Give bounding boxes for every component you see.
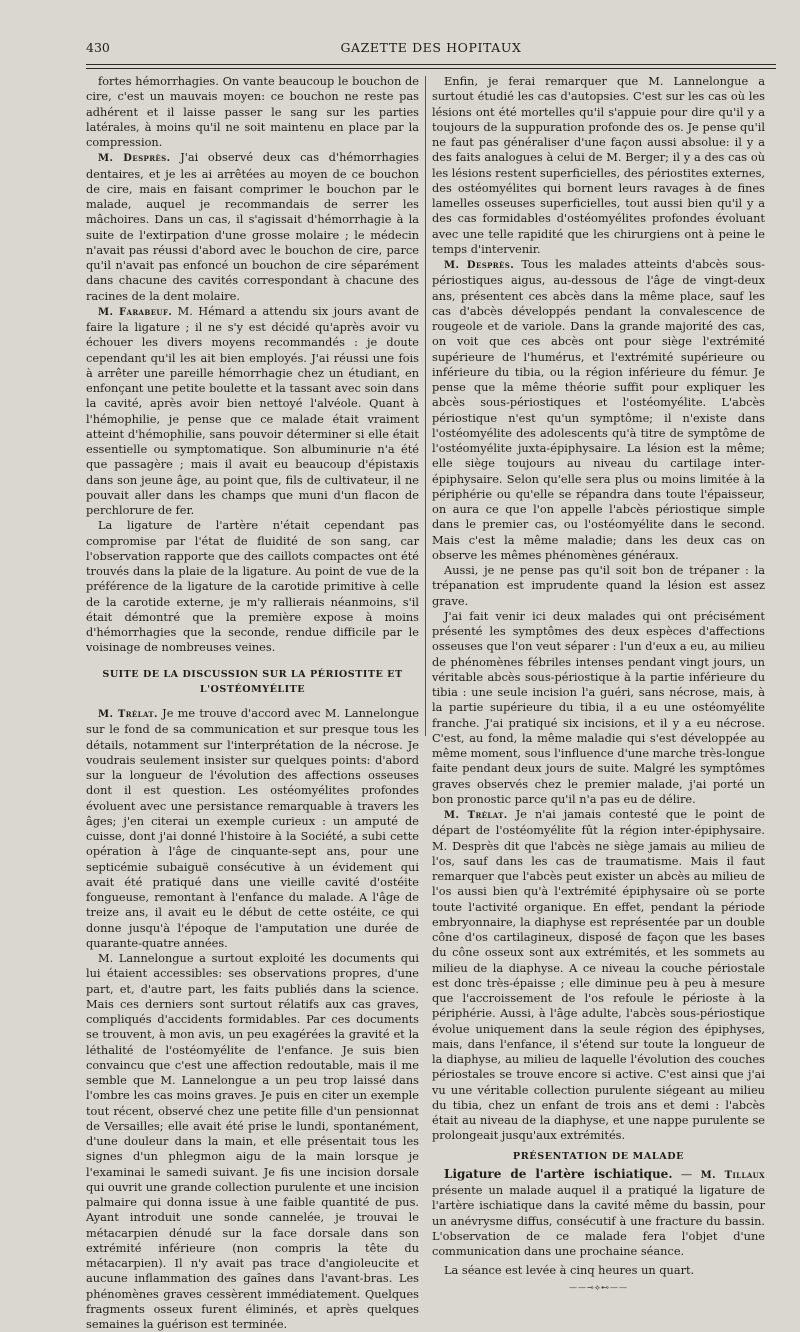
paragraph-text: Je n'ai jamais contesté que le point de départ de l'ostéomyélite fût la région inter-épiphysaire. M. Desprès dit que l'abcès ne siège jamais au milieu de l'os, sauf dans les cas de traumatisme. Mais il faut remarquer que l'abcès peut exister un abcès au milieu de l'os aussi bien qu'à l'extrémité épiphysaire où se porte toute l'activité organique. En effet, pendant la période embryonnaire, la diaphyse est représentée par un double cône d'os cartilagineux, disposé de façon que les bases du cône osseux sont aux extrémités, et les sommets au milieu de la diaphyse. A ce niveau la couche périostale est donc très-épaisse ; elle diminue peu à peu à mesure que l'accroissement de l'os refoule le périoste à la périphérie. Aussi, à l'âge adulte, l'abcès sous-périostique évolue uniquement dans la seule région des épiphyses, mais, dans l'enfance, il s'étend sur toute la longueur de la diaphyse, au milieu de laquelle l'évolution des couches périostales se trouve encore si active. C'est ainsi que j'ai vu une véritable collection purulente siégeant au milieu du tibia, chez un enfant de trois ans et demi : l'abcès était au niveau de la diaphyse, et une nappe purulente se prolongeait jusqu'aux extrémités. bbox=[432, 807, 765, 1143]
speaker-name: M. Desprès. bbox=[444, 260, 515, 271]
paragraph bbox=[86, 518, 419, 655]
paragraph-text: présente un malade auquel il a pratiqué la ligature de l'artère ischiatique dans la cavité même du bassin, pour un anévrysme diffus, consécutif à une fracture du bassin. L'observation de ce malade fera l'objet d'une communication dans une prochaine séance. bbox=[432, 1183, 765, 1258]
paragraph-text: Je me trouve d'accord avec M. Lannelongue sur le fond de sa communication et sur presque tous les détails, notamment sur l'interprétation de la nécrose. Je voudrais seulement insister sur quelques points: d'abord sur la longueur de l'évolution des affections osseuses dont il est question. Les ostéomyélites profondes évoluent avec une persistance remarquable à travers les âges; j'en citerai un exemple curieux : un amputé de cuisse, dont j'ai donné l'histoire à la Société, a subi cette opération à l'âge de cinquante-sept ans, pour une septicémie subaiguë consécutive à un évidement qui avait été pratiqué dans une vieille cavité d'ostéite fongueuse, remontant à l'enfance du malade. A l'âge de treize ans, il avait eu le début de cette ostéite, ce qui donne jusqu'à l'époque de l'amputation une durée de quarante-quatre années. bbox=[86, 706, 419, 950]
paragraph-text: La ligature de l'artère n'était cependant pas compromise par l'état de fluidité de son sang, car l'observation rapporte que des caillots compactes ont été trouvés dans la plaie de la ligature. Au point de vue de la préférence de la ligature de la carotide primitive à celle de la carotide externe, je m'y rallierais néanmoins, s'il était démontré que la première expose à moins d'hémorrhagies que la seconde, rendue difficile par le voisinage de nombreuses veines. bbox=[86, 518, 419, 655]
paragraph bbox=[432, 609, 765, 807]
paragraph-text: Aussi, je ne pense pas qu'il soit bon de trépaner : la trépanation est imprudente quand la lésion est assez grave. bbox=[432, 563, 765, 608]
paragraph bbox=[432, 807, 765, 1144]
section-heading: SUITE DE LA DISCUSSION SUR LA PÉRIOSTITE ET L'OSTÉOMYÉLITE bbox=[102, 668, 403, 695]
paragraph bbox=[432, 74, 765, 257]
paragraph-text: Tous les malades atteints d'abcès sous-périostiques aigus, au-dessous de l'âge de vingt-deux ans, présentent ces abcès dans la même place, sauf les cas d'abcès développés pendant la convalescence de rougeole et de variole. Dans la grande majorité des cas, on voit que ces abcès ont pour siège l'extrémité supérieure de l'humérus, et l'extrémité supérieure ou inférieure du tibia, ou la région inférieure du fémur. Je pense que la même théorie suffit pour expliquer les abcès sous-périostiques et l'ostéomyélite. L'abcès périostique n'est qu'un symptôme; il n'existe dans l'ostéomyélite des adolescents qu'à titre de symptôme de l'ostéomyélite juxta-épiphysaire. La lésion est la même; elle siège toujours au niveau du cartilage inter-épiphysaire. Selon qu'elle sera plus ou moins limitée à la périphérie ou qu'elle se répandra dans toute l'épaisseur, on aura ce que l'on appelle l'abcès périostique simple dans le premier cas, ou l'ostéomyélite dans le second. Mais c'est la même maladie; dans les deux cas on observe les mêmes phénomènes généraux. bbox=[432, 257, 765, 562]
run-in-title: Ligature de l'artère ischiatique. bbox=[444, 1166, 673, 1181]
paragraph-text: La séance est levée à cinq heures un quart. bbox=[444, 1263, 695, 1278]
left-column bbox=[86, 74, 419, 1332]
speaker-name: M. Trélat. bbox=[98, 709, 158, 720]
paragraph bbox=[86, 150, 419, 304]
speaker-name: M. Desprès. bbox=[98, 153, 171, 165]
paragraph bbox=[86, 304, 419, 519]
page-header bbox=[86, 40, 776, 62]
paragraph-text: M. Hémard a attendu six jours avant de faire la ligature ; il ne s'y est décidé qu'après avoir vu échouer les divers moyens recommandés : je doute cependant qu'il les ait bien employés. J'ai réussi une fois à arrêter une pareille hémorrhagie chez un étudiant, en enfonçant une petite boulette et la tassant avec soin dans la cavité, après avoir bien nettoyé l'alvéole. Quant à l'hémophilie, je pense que ce malade était vraiment atteint d'hémophilie, sans pouvoir déterminer si elle était essentielle ou symptomatique. Son albuminurie n'a été que passagère ; mais il avait eu beaucoup d'épistaxis dans son jeune âge, au point que, fils de cultivateur, il ne pouvait aller dans les champs que muni d'un flacon de perchlorure de fer. bbox=[86, 303, 420, 517]
subsection-heading: PRÉSENTATION DE MALADE bbox=[512, 1150, 685, 1162]
speaker-name: M. Trélat. bbox=[444, 810, 508, 821]
paragraph bbox=[432, 563, 765, 609]
end-ornament: ——⊸⟡⊷—— bbox=[569, 1282, 628, 1292]
journal-title: GAZETTE DES HOPITAUX bbox=[340, 40, 522, 55]
paragraph bbox=[432, 1263, 765, 1278]
right-column bbox=[432, 74, 765, 1292]
header-rule bbox=[86, 64, 776, 69]
paragraph: Ligature de l'artère ischiatique. — M. Tillaux présente un malade auquel il a pratiqué la ligature de l'artère ischiatique dans la cavité même du bassin, pour un anévrysme diffus, consécutif à une fracture du bassin. L'observation de ce malade fera l'objet d'une communication dans une prochaine séance. bbox=[432, 1166, 765, 1258]
speaker-name: M. Tillaux bbox=[700, 1169, 765, 1181]
paragraph-text: M. Lannelongue a surtout exploité les documents qui lui étaient accessibles: ses observations propres, d'une part, et, d'autre part, les faits publiés dans la science. Mais ces derniers sont surtout rélatifs aux cas graves, compliqués d'accidents formidables. Par ces documents se trouvent, à mon avis, un peu exagérées la gravité et la léthalité de l'ostéomyélite de l'enfance. Je suis bien convaincu que c'est une affection redoutable, mais il me semble que M. Lannelongue a un peu trop laissé dans l'ombre les cas moins graves. Je puis en citer un exemple tout récent, observé chez une petite fille d'un pensionnat de Versailles; elle avait été prise le lundi, spontanément, d'une douleur dans la main, et elle présentait tous les signes d'un phlegmon aigu de la main lorsque je l'examinai le samedi suivant. Je fis une incision dorsale qui ouvrit une grande collection purulente et une incision palmaire qui donna issue à une faible quantité de pus. Ayant introduit une sonde cannelée, je trouvai le métacarpien dénudé sur la face dorsale dans son extrémité inférieure (non compris la tête du métacarpien). Il n'y avait pas trace d'angioleucite et aucune inflammation des gaînes dans l'avant-bras. Les phénomènes graves cessèrent immédiatement. Quelques fragments osseux furent éliminés, et après quelques semaines la guérison est terminée. bbox=[86, 951, 419, 1331]
paragraph bbox=[86, 951, 419, 1332]
column-divider bbox=[425, 76, 426, 736]
paragraph bbox=[86, 706, 419, 951]
paragraph-text: J'ai observé deux cas d'hémorrhagies dentaires, et je les ai arrêtées au moyen de ce bouchon de cire, mais en faisant comprimer le bouchon par le malade, auquel je recommandais de serrer les mâchoires. Dans un cas, il s'agissait d'hémorrhagie à la suite de l'extirpation d'une grosse molaire ; le médecin n'avait pas réussi d'abord avec le bouchon de cire, parce qu'il n'avait pas enfoncé un bouchon de cire séparément dans chacune des cavités correspondant à chacune des racines de la dent molaire. bbox=[86, 150, 420, 303]
paragraph bbox=[432, 257, 765, 563]
paragraph bbox=[86, 74, 419, 150]
page-number: 430 bbox=[86, 40, 110, 55]
paragraph-text: Enfin, je ferai remarquer que M. Lannelongue a surtout étudié les cas d'autopsies. C'est sur les cas où les lésions ont été mortelles qu'il s'appuie pour dire qu'il y a toujours de la suppuration profonde des os. Je pense qu'il ne faut pas généraliser d'une façon aussi absolue: il y a des faits analogues à celui de M. Berger; il y a des cas où les lésions restent superficielles, des périostites externes, des ostéomyélites qui bornent leurs ravages à de fines lamelles osseuses superficielles, tout aussi bien qu'il y a des cas formidables d'ostéomyélites profondes évoluant avec une telle rapidité que les chirurgiens ont à peine le temps d'intervenir. bbox=[432, 74, 765, 256]
speaker-name: M. Farabeuf. bbox=[98, 306, 173, 318]
paragraph-text: fortes hémorrhagies. On vante beaucoup le bouchon de cire, c'est un mauvais moyen: ce bouchon ne reste pas adhérent et il laisse passer le sang sur les parties latérales, à moins qu'il ne soit maintenu en place par la compression. bbox=[86, 74, 419, 149]
paragraph-text: J'ai fait venir ici deux malades qui ont précisément présenté les symptômes des deux espèces d'affections osseuses que l'on veut séparer : l'un d'eux a eu, au milieu de phénomènes fébriles intenses pendant vingt jours, un véritable abcès sous-périostique à la partie inférieure du tibia : une seule incision l'a guéri, sans nécrose, mais, à la partie supérieure du tibia, il a eu une ostéomyélite franche. J'ai pratiqué six incisions, et il y a eu nécrose. C'est, au fond, la même maladie qui s'est développée au même moment, sous l'influence d'une marche très-longue faite pendant deux jours de suite. Malgré les symptômes graves observés chez le premier malade, j'ai porté un bon pronostic parce qu'il n'a pas eu de délire. bbox=[432, 608, 765, 806]
